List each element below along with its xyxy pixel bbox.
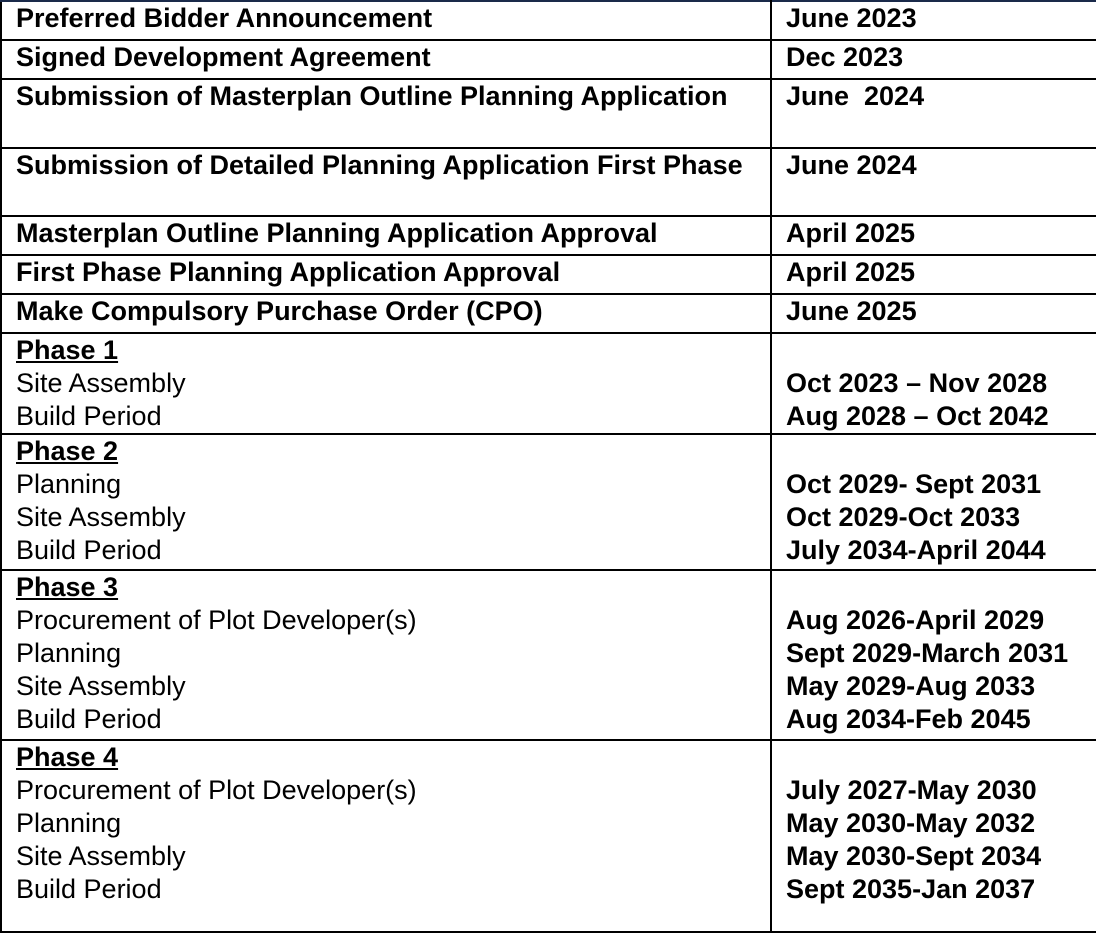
milestone-label: Submission of Detailed Planning Application First Phase: [1, 148, 771, 216]
milestone-row: [1, 79, 1096, 148]
milestone-row: [1, 40, 1096, 79]
phase-label-cell: [1, 434, 771, 570]
milestone-date: April 2025: [771, 216, 1096, 255]
phase-row: [1, 740, 1096, 932]
phase-row: [1, 434, 1096, 570]
phase-item-date: Sept 2029-March 2031: [786, 638, 1069, 668]
phase-row: [1, 570, 1096, 740]
phase-item-date: May 2030-May 2032: [786, 808, 1036, 838]
milestone-label: First Phase Planning Application Approval: [1, 255, 771, 294]
milestone-row: [1, 294, 1096, 333]
milestone-date: June 2024: [771, 79, 1096, 148]
milestone-date: April 2025: [771, 255, 1096, 294]
phase-date-cell: [771, 570, 1096, 740]
phase-item-date: Oct 2029-Oct 2033: [786, 502, 1021, 532]
phase-label-cell: [1, 570, 771, 740]
phase-item-date: May 2029-Aug 2033: [786, 671, 1036, 701]
phase-item-name: Build Period: [16, 535, 162, 565]
phase-item-name: Procurement of Plot Developer(s): [16, 775, 417, 805]
phase-title: Phase 1: [16, 335, 119, 365]
phase-row: [1, 333, 1096, 434]
milestone-label: Submission of Masterplan Outline Planning Application: [1, 79, 771, 148]
milestone-label: Make Compulsory Purchase Order (CPO): [1, 294, 771, 333]
phase-item-name: Build Period: [16, 401, 162, 431]
phase-item-date: July 2027-May 2030: [786, 775, 1037, 805]
phase-label-cell: [1, 740, 771, 932]
phase-item-name: Procurement of Plot Developer(s): [16, 605, 417, 635]
phase-item-name: Build Period: [16, 874, 162, 904]
phase-item-name: Planning: [16, 808, 122, 838]
milestone-label: Masterplan Outline Planning Application Approval: [1, 216, 771, 255]
phase-item-name: Site Assembly: [16, 368, 186, 398]
phase-item-date: Aug 2026-April 2029: [786, 605, 1045, 635]
phase-item-date: Sept 2035-Jan 2037: [786, 874, 1036, 904]
phase-title: Phase 2: [16, 436, 119, 466]
phase-date-cell: [771, 740, 1096, 932]
milestone-date: June 2025: [771, 294, 1096, 333]
phase-item-name: Site Assembly: [16, 671, 186, 701]
phase-item-name: Planning: [16, 469, 122, 499]
milestone-label: Signed Development Agreement: [1, 40, 771, 79]
milestone-date: June 2023: [771, 1, 1096, 40]
phase-item-name: Planning: [16, 638, 122, 668]
phase-item-date: May 2030-Sept 2034: [786, 841, 1042, 871]
phase-item-date: Oct 2029- Sept 2031: [786, 469, 1042, 499]
milestone-row: [1, 148, 1096, 216]
milestone-row: [1, 1, 1096, 40]
milestone-row: [1, 216, 1096, 255]
phase-item-date: Aug 2034-Feb 2045: [786, 704, 1031, 734]
milestone-label: Preferred Bidder Announcement: [1, 1, 771, 40]
phase-item-name: Site Assembly: [16, 841, 186, 871]
milestone-date: Dec 2023: [771, 40, 1096, 79]
phase-item-name: Site Assembly: [16, 502, 186, 532]
phase-title: Phase 3: [16, 572, 119, 602]
phase-item-date: Oct 2023 – Nov 2028: [786, 368, 1048, 398]
phase-date-cell: [771, 333, 1096, 434]
phase-label-cell: [1, 333, 771, 434]
phase-item-date: July 2034-April 2044: [786, 535, 1046, 565]
milestone-row: [1, 255, 1096, 294]
milestone-date: June 2024: [771, 148, 1096, 216]
phase-item-name: Build Period: [16, 704, 162, 734]
phase-title: Phase 4: [16, 742, 119, 772]
phase-item-date: Aug 2028 – Oct 2042: [786, 401, 1049, 431]
phase-date-cell: [771, 434, 1096, 570]
